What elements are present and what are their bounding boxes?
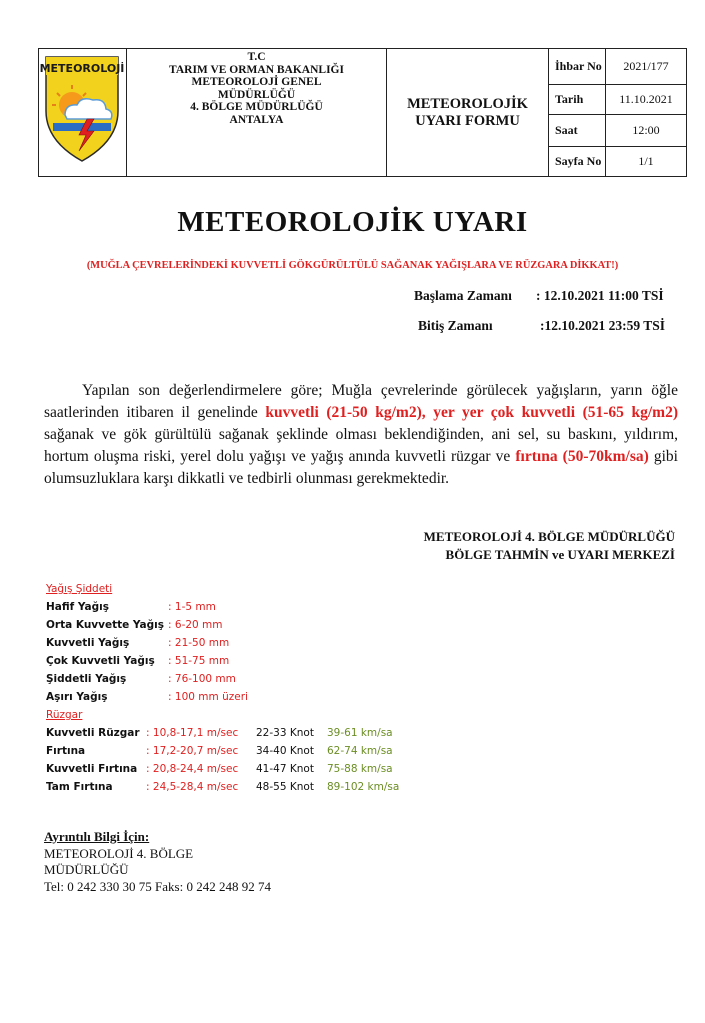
- org-line: MÜDÜRLÜĞÜ: [217, 88, 296, 101]
- wind-knot: 48-55 Knot: [256, 781, 314, 793]
- meta-label: Saat: [549, 115, 606, 146]
- signature-block: [424, 528, 675, 564]
- wind-ms: : 10,8-17,1 m/sec: [146, 727, 239, 739]
- start-label: Başlama Zamanı: [414, 288, 512, 303]
- rain-range: : 1-5 mm: [168, 601, 216, 613]
- contact-line: MÜDÜRLÜĞÜ: [44, 862, 129, 877]
- wind-knot: 41-47 Knot: [256, 763, 314, 775]
- end-label: Bitiş Zamanı: [418, 318, 493, 333]
- rain-range: : 21-50 mm: [168, 637, 230, 649]
- wind-category: Tam Fırtına: [46, 781, 113, 793]
- rain-range: : 51-75 mm: [168, 655, 230, 667]
- signature-line: METEOROLOJİ 4. BÖLGE MÜDÜRLÜĞÜ: [423, 529, 675, 544]
- warning-paragraph: [44, 380, 678, 490]
- wind-category: Kuvvetli Fırtına: [46, 763, 138, 775]
- form-title-line: METEOROLOJİK: [407, 95, 528, 112]
- document-title: METEOROLOJİK UYARI: [177, 206, 528, 238]
- org-line: ANTALYA: [229, 113, 284, 126]
- wind-ms: : 24,5-28,4 m/sec: [146, 781, 239, 793]
- rain-category: Hafif Yağış: [46, 601, 109, 613]
- contact-heading: Ayrıntılı Bilgi İçin:: [44, 829, 150, 844]
- rain-intensity-legend: [46, 583, 446, 713]
- contact-block: [44, 829, 271, 895]
- rain-range: : 76-100 mm: [168, 673, 236, 685]
- rain-legend-heading: Yağış Şiddeti: [46, 583, 113, 595]
- wind-ms: : 17,2-20,7 m/sec: [146, 745, 239, 757]
- svg-text:METEOROLOJİ: METEOROLOJİ: [39, 62, 125, 75]
- wind-ms: : 20,8-24,4 m/sec: [146, 763, 239, 775]
- paragraph-text: gibi olumsuzluklara karşı dikkatli ve tedbirli olunması gerekmektedir.: [44, 448, 678, 487]
- meta-label: İhbar No: [549, 49, 606, 84]
- wind-category: Kuvvetli Rüzgar: [46, 727, 140, 739]
- warning-subtitle: (MUĞLA ÇEVRELERİNDEKİ KUVVETLİ GÖKGÜRÜLTÜLÜ SAĞANAK YAĞIŞLARA VE RÜZGARA DİKKAT!): [86, 260, 619, 271]
- rain-range: : 6-20 mm: [168, 619, 223, 631]
- paragraph-text: sağanak ve gök gürültülü sağanak şeklinde olması beklendiğinden, ani sel, su baskını, yıldırım, hortum oluşma riski, yerel dolu yağışı ve yağış anında kuvvetli rüzgar ve: [44, 426, 678, 465]
- rain-category: Çok Kuvvetli Yağış: [46, 655, 155, 667]
- rain-amount-highlight: kuvvetli (21-50 kg/m2), yer yer çok kuvvetli (51-65 kg/m2): [265, 404, 678, 421]
- meta-value: 2021/177: [623, 59, 669, 73]
- org-line: T.C: [247, 51, 266, 63]
- start-value: : 12.10.2021 11:00 TSİ: [536, 288, 664, 303]
- meta-row-saat: [549, 115, 686, 147]
- wind-kmh: 89-102 km/sa: [327, 781, 400, 793]
- meta-label: Tarih: [549, 85, 606, 114]
- rain-range: : 100 mm üzeri: [168, 691, 248, 703]
- rain-category: Kuvvetli Yağış: [46, 637, 130, 649]
- meteoroloji-logo: [39, 49, 125, 176]
- wind-knot: 34-40 Knot: [256, 745, 314, 757]
- rain-category: Şiddetli Yağış: [46, 673, 127, 685]
- signature-line: BÖLGE TAHMİN ve UYARI MERKEZİ: [445, 547, 675, 562]
- meta-value: 1/1: [638, 154, 654, 168]
- contact-phone: Tel: 0 242 330 30 75 Faks: 0 242 248 92 74: [44, 878, 271, 894]
- form-title-block: [387, 49, 549, 176]
- contact-line: METEOROLOJİ 4. BÖLGE: [44, 845, 194, 861]
- wind-category: Fırtına: [46, 745, 86, 757]
- logo-cell: [39, 49, 127, 176]
- meta-row-ihbar: [549, 49, 686, 85]
- rain-category: Aşırı Yağış: [46, 691, 108, 703]
- wind-legend-heading: Rüzgar: [46, 709, 83, 721]
- end-value: :12.10.2021 23:59 TSİ: [540, 318, 666, 333]
- storm-highlight: fırtına (50-70km/sa): [515, 448, 649, 465]
- wind-legend: [46, 709, 466, 799]
- rain-category: Orta Kuvvette Yağış: [46, 619, 165, 631]
- org-line: 4. BÖLGE MÜDÜRLÜĞÜ: [190, 101, 323, 113]
- org-line: TARIM VE ORMAN BAKANLIĞI: [169, 63, 344, 76]
- meta-label: Sayfa No: [549, 147, 606, 176]
- meta-row-sayfa: [549, 147, 686, 176]
- wind-kmh: 39-61 km/sa: [327, 727, 393, 739]
- organization-block: [127, 49, 387, 176]
- meta-value: 11.10.2021: [619, 92, 673, 106]
- wind-kmh: 62-74 km/sa: [327, 745, 393, 757]
- meta-value: 12:00: [632, 123, 660, 137]
- wind-kmh: 75-88 km/sa: [327, 763, 393, 775]
- wind-knot: 22-33 Knot: [256, 727, 314, 739]
- paragraph-text: Yapılan son değerlendirmelere göre; Muğla çevrelerinde görülecek yağışların, yarın öğle saatlerinden itibaren il genelinde: [44, 382, 678, 421]
- meta-row-tarih: [549, 85, 686, 115]
- org-line: METEOROLOJİ GENEL: [191, 76, 322, 88]
- form-title-line: UYARI FORMU: [415, 112, 520, 129]
- header-table: [38, 48, 687, 177]
